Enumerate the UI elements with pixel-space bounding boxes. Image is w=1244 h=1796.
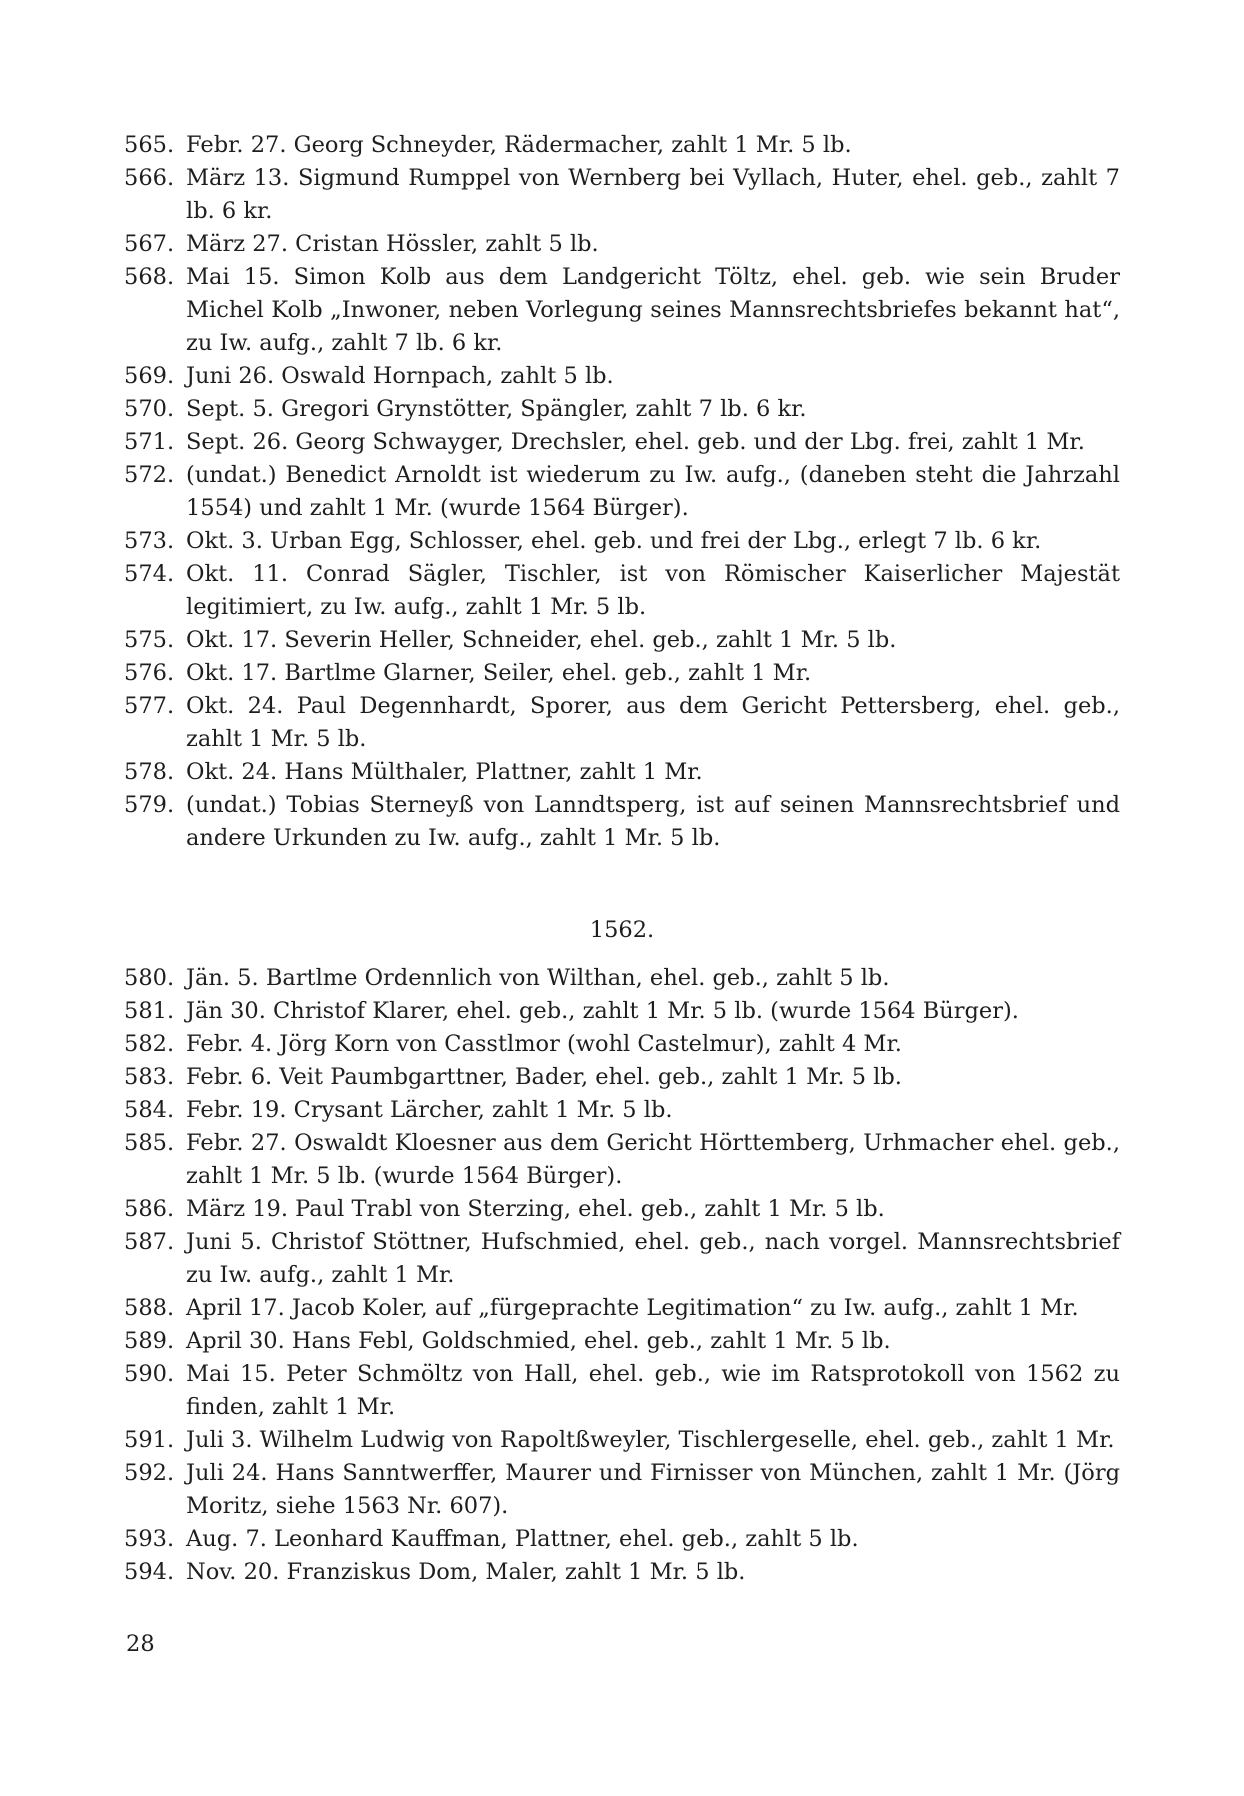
entry-number: 591. [124,1427,175,1453]
entry-number: 573. [124,528,175,554]
entry-text: Jän. 5. Bartlme Ordennlich von Wilthan, ehel. geb., zahlt 5 lb. [186,965,890,991]
list-item [124,129,1120,162]
entry-text: Febr. 27. Georg Schneyder, Rädermacher, zahlt 1 Mr. 5 lb. [186,132,852,158]
entry-text: (undat.) Tobias Sterneyß von Lanndtsperg, ist auf seinen Mannsrechtsbrief und andere Urkunden zu Iw. aufg., zahlt 1 Mr. 5 lb. [186,792,1120,851]
list-item [124,1457,1120,1523]
list-item [124,1523,1120,1556]
list-item [124,426,1120,459]
entry-text: Okt. 11. Conrad Sägler, Tischler, ist von Römischer Kaiserlicher Majestät legitimiert, zu Iw. aufg., zahlt 1 Mr. 5 lb. [186,561,1120,620]
entry-number: 566. [124,165,175,191]
page-number: 28 [126,1631,155,1657]
entry-text: Juni 26. Oswald Hornpach, zahlt 5 lb. [186,363,614,389]
entry-number: 588. [124,1295,175,1321]
entry-number: 565. [124,132,175,158]
entry-text: Febr. 19. Crysant Lärcher, zahlt 1 Mr. 5 lb. [186,1097,673,1123]
entry-number: 578. [124,759,175,785]
entry-text: Febr. 6. Veit Paumbgarttner, Bader, ehel. geb., zahlt 1 Mr. 5 lb. [186,1064,902,1090]
entry-text: (undat.) Benedict Arnoldt ist wiederum zu Iw. aufg., (daneben steht die Jahrzahl 1554) und zahlt 1 Mr. (wurde 1564 Bürger). [186,462,1120,521]
entry-text: Aug. 7. Leonhard Kauffman, Plattner, ehel. geb., zahlt 5 lb. [186,1526,859,1552]
list-item [124,1193,1120,1226]
entry-text: Okt. 3. Urban Egg, Schlosser, ehel. geb. und frei der Lbg., erlegt 7 lb. 6 kr. [186,528,1042,554]
entry-number: 579. [124,792,175,818]
list-item [124,1226,1120,1292]
entry-number: 574. [124,561,175,587]
entry-list-1561 [124,129,1120,855]
list-item [124,1424,1120,1457]
entry-number: 590. [124,1361,175,1387]
entry-text: Juni 5. Christof Stöttner, Hufschmied, ehel. geb., nach vorgel. Mannsrechtsbrief zu Iw. aufg., zahlt 1 Mr. [186,1229,1120,1288]
entry-number: 583. [124,1064,175,1090]
list-item [124,789,1120,855]
entry-number: 567. [124,231,175,257]
list-item [124,360,1120,393]
entry-text: Okt. 17. Severin Heller, Schneider, ehel. geb., zahlt 1 Mr. 5 lb. [186,627,897,653]
entry-number: 582. [124,1031,175,1057]
entry-text: Juli 3. Wilhelm Ludwig von Rapoltßweyler, Tischlergeselle, ehel. geb., zahlt 1 Mr. [186,1427,1115,1453]
entry-text: Okt. 24. Hans Mülthaler, Plattner, zahlt 1 Mr. [186,759,703,785]
list-item [124,162,1120,228]
entry-text: Okt. 24. Paul Degennhardt, Sporer, aus dem Gericht Pettersberg, ehel. geb., zahlt 1 Mr. 5 lb. [186,693,1120,752]
entry-number: 580. [124,965,175,991]
entry-text: Okt. 17. Bartlme Glarner, Seiler, ehel. geb., zahlt 1 Mr. [186,660,812,686]
entry-number: 569. [124,363,175,389]
list-item [124,690,1120,756]
list-item [124,1358,1120,1424]
list-item [124,459,1120,525]
entry-text: Juli 24. Hans Sanntwerffer, Maurer und Firnisser von München, zahlt 1 Mr. (Jörg Moritz, siehe 1563 Nr. 607). [186,1460,1120,1519]
entry-number: 587. [124,1229,175,1255]
list-item [124,525,1120,558]
entry-list-1562 [124,962,1120,1589]
entry-text: März 27. Cristan Hössler, zahlt 5 lb. [186,231,599,257]
entry-number: 589. [124,1328,175,1354]
year-heading: 1562. [589,917,655,943]
entry-text: Sept. 5. Gregori Grynstötter, Spängler, zahlt 7 lb. 6 kr. [186,396,807,422]
list-item [124,657,1120,690]
entry-text: Mai 15. Peter Schmöltz von Hall, ehel. geb., wie im Ratsprotokoll von 1562 zu finden, zahlt 1 Mr. [186,1361,1120,1420]
entry-number: 576. [124,660,175,686]
list-item [124,995,1120,1028]
entry-text: Febr. 27. Oswaldt Kloesner aus dem Gericht Hörttemberg, Urhmacher ehel. geb., zahlt 1 Mr. 5 lb. (wurde 1564 Bürger). [186,1130,1120,1189]
list-item [124,558,1120,624]
list-item [124,1325,1120,1358]
entry-number: 571. [124,429,175,455]
entry-text: März 13. Sigmund Rumppel von Wernberg bei Vyllach, Huter, ehel. geb., zahlt 7 lb. 6 kr. [186,165,1120,224]
entry-text: April 30. Hans Febl, Goldschmied, ehel. geb., zahlt 1 Mr. 5 lb. [186,1328,891,1354]
list-item [124,756,1120,789]
list-item [124,962,1120,995]
list-item [124,1556,1120,1589]
entry-text: Nov. 20. Franziskus Dom, Maler, zahlt 1 Mr. 5 lb. [186,1559,746,1585]
entry-number: 592. [124,1460,175,1486]
list-item [124,1061,1120,1094]
entry-number: 572. [124,462,175,488]
entry-number: 584. [124,1097,175,1123]
entry-number: 575. [124,627,175,653]
entry-number: 594. [124,1559,175,1585]
entry-number: 570. [124,396,175,422]
entry-text: Mai 15. Simon Kolb aus dem Landgericht Töltz, ehel. geb. wie sein Bruder Michel Kolb „Inwoner, neben Vorlegung seines Mannsrechtsbriefes bekannt hat“, zu Iw. aufg., zahlt 7 lb. 6 kr. [186,264,1120,356]
list-item [124,624,1120,657]
entry-number: 577. [124,693,175,719]
list-item [124,393,1120,426]
list-item [124,228,1120,261]
entry-text: Jän 30. Christof Klarer, ehel. geb., zahlt 1 Mr. 5 lb. (wurde 1564 Bürger). [186,998,1019,1024]
list-item [124,1127,1120,1193]
list-item [124,1094,1120,1127]
entry-text: April 17. Jacob Koler, auf „fürgeprachte Legitimation“ zu Iw. aufg., zahlt 1 Mr. [186,1295,1079,1321]
entry-text: Sept. 26. Georg Schwayger, Drechsler, ehel. geb. und der Lbg. frei, zahlt 1 Mr. [186,429,1085,455]
entry-number: 586. [124,1196,175,1222]
list-item [124,1028,1120,1061]
list-item [124,1292,1120,1325]
entry-number: 568. [124,264,175,290]
list-item [124,261,1120,360]
entry-number: 585. [124,1130,175,1156]
entry-text: März 19. Paul Trabl von Sterzing, ehel. geb., zahlt 1 Mr. 5 lb. [186,1196,885,1222]
entry-number: 593. [124,1526,175,1552]
entry-number: 581. [124,998,175,1024]
entry-text: Febr. 4. Jörg Korn von Casstlmor (wohl Castelmur), zahlt 4 Mr. [186,1031,902,1057]
